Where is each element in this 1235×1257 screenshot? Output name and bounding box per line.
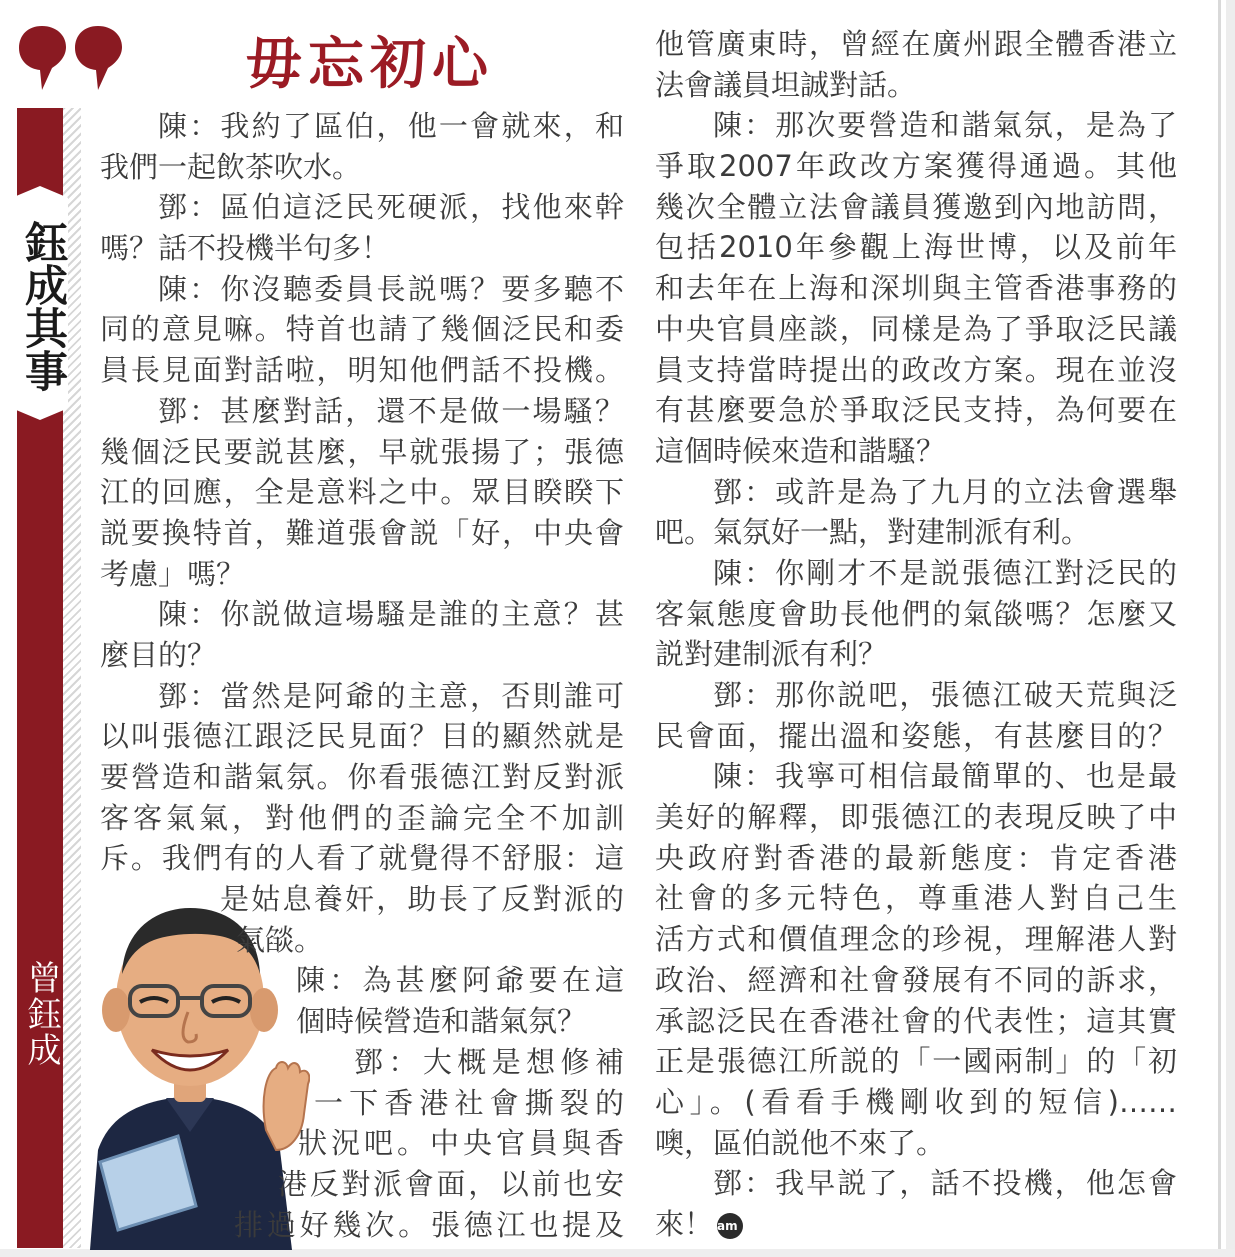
text-line: 包括2010年參觀上海世博，以及前年 <box>655 230 1177 265</box>
text-line: 個時候營造和諧氣氛？ <box>296 1004 587 1039</box>
text-line: 民會面，擺出溫和姿態，有甚麼目的？ <box>655 718 1177 753</box>
text-line: 員長見面對話啦，明知他們話不投機。 <box>100 353 624 388</box>
text-line: 陳：我寧可相信最簡單的、也是最 <box>713 759 1177 794</box>
text-line: 是姑息養奸，助長了反對派的 <box>220 882 624 917</box>
text-line: 嗎？話不投機半句多！ <box>100 231 391 266</box>
text-line: 要營造和諧氣氛。你看張德江對反對派 <box>100 760 624 794</box>
text-line: 我們一起飲茶吹水。 <box>100 149 362 184</box>
text-line: 爭取2007年政改方案獲得通過。其他 <box>655 149 1177 184</box>
text-line: 考慮」嗎？ <box>100 556 246 591</box>
text-line: 斥。我們有的人看了就覺得不舒服：這 <box>100 841 624 876</box>
page-border-bottom <box>0 1249 1235 1257</box>
text-line: 陳：你沒聽委員長説嗎？要多聽不 <box>158 271 624 306</box>
column-name: 鈺成其事 <box>18 220 68 392</box>
text-line: 狀況吧。中央官員與香 <box>298 1126 624 1161</box>
text-line: 鄧：或許是為了九月的立法會選舉 <box>713 474 1177 509</box>
text-line-end: 來！ <box>655 1206 714 1241</box>
text-line: 他管廣東時，曾經在廣州跟全體香港立 <box>655 27 1177 61</box>
text-line: 排過好幾次。張德江也提及 <box>234 1207 624 1242</box>
text-line: 説對建制派有利？ <box>655 637 888 672</box>
text-line: 幾個泛民要説甚麼，早就張揚了；張德 <box>100 434 624 469</box>
text-line: 陳：那次要營造和諧氣氛，是為了 <box>713 108 1177 143</box>
text-line: 以叫張德江跟泛民見面？目的顯然就是 <box>100 719 624 754</box>
text-line: 中央官員座談，同樣是為了爭取泛民議 <box>655 311 1177 346</box>
text-line: 鄧：甚麼對話，還不是做一場騷？ <box>158 393 624 428</box>
text-line: 鄧：那你説吧，張德江破天荒與泛 <box>713 678 1177 712</box>
text-line: 客客氣氣，對他們的歪論完全不加訓 <box>100 800 624 835</box>
text-column-2 <box>655 24 1177 1245</box>
text-line: 活方式和價值理念的珍視，理解港人對 <box>655 922 1177 957</box>
end-mark-icon: am <box>717 1213 743 1239</box>
text-line: 承認泛民在香港社會的代表性；這其實 <box>655 1003 1177 1038</box>
text-line: 鄧：區伯這泛民死硬派，找他來幹 <box>158 190 624 225</box>
text-line: 社會的多元特色，尊重港人對自己生 <box>655 881 1177 916</box>
text-line: 鄧：我早説了，話不投機，他怎會 <box>713 1166 1177 1201</box>
text-line: 陳：你剛才不是説張德江對泛民的 <box>713 555 1177 590</box>
page-border-right <box>1218 0 1221 1257</box>
text-line: 吧。氣氛好一點，對建制派有利。 <box>655 515 1091 550</box>
text-line: 江的回應，全是意料之中。眾目睽睽下 <box>100 475 624 510</box>
text-line: 陳：你説做這場騷是誰的主意？甚 <box>158 597 624 632</box>
text-line: 噢，區伯説他不來了。 <box>655 1125 946 1160</box>
quote-marks-icon <box>16 24 126 94</box>
page-border-outer <box>1226 0 1235 1257</box>
text-line: 麼目的？ <box>100 637 217 672</box>
text-line: 幾次全體立法會議員獲邀到內地訪問， <box>655 189 1177 224</box>
text-line: 正是張德江所説的「一國兩制」的「初 <box>655 1044 1177 1079</box>
text-line: 心」。(看看手機剛收到的短信)…… <box>655 1084 1177 1119</box>
text-line: 美好的解釋，即張德江的表現反映了中 <box>655 800 1177 835</box>
last-line <box>655 1204 1177 1245</box>
text-line: 員支持當時提出的政改方案。現在並沒 <box>655 352 1177 387</box>
text-line: 港反對派會面，以前也安 <box>278 1166 624 1201</box>
text-line: 一下香港社會撕裂的 <box>314 1085 624 1120</box>
text-line: 法會議員坦誠對話。 <box>655 67 917 102</box>
text-line: 有甚麼要急於爭取泛民支持，為何要在 <box>655 393 1177 428</box>
author-name: 曾鈺成 <box>21 960 61 1068</box>
page-title: 毋忘初心 <box>246 32 494 97</box>
text-column-1 <box>100 106 624 1245</box>
text-line: 同的意見嘛。特首也請了幾個泛民和委 <box>100 312 624 347</box>
text-line: 陳：我約了區伯，他一會就來，和 <box>158 109 624 143</box>
text-line: 陳：為甚麼阿爺要在這 <box>296 963 624 998</box>
text-line: 説要換特首，難道張會説「好，中央會 <box>100 515 624 550</box>
text-line: 氣燄。 <box>236 922 324 957</box>
text-line: 和去年在上海和深圳與主管香港事務的 <box>655 271 1177 306</box>
text-line: 政治、經濟和社會發展有不同的訴求， <box>655 962 1177 997</box>
text-line: 鄧：當然是阿爺的主意，否則誰可 <box>158 678 624 713</box>
text-line: 這個時候來造和諧騷？ <box>655 433 946 468</box>
text-line: 央政府對香港的最新態度：肯定香港 <box>655 840 1177 875</box>
text-line: 客氣態度會助長他們的氣燄嗎？怎麼又 <box>655 596 1177 631</box>
text-line: 鄧：大概是想修補 <box>354 1044 624 1079</box>
